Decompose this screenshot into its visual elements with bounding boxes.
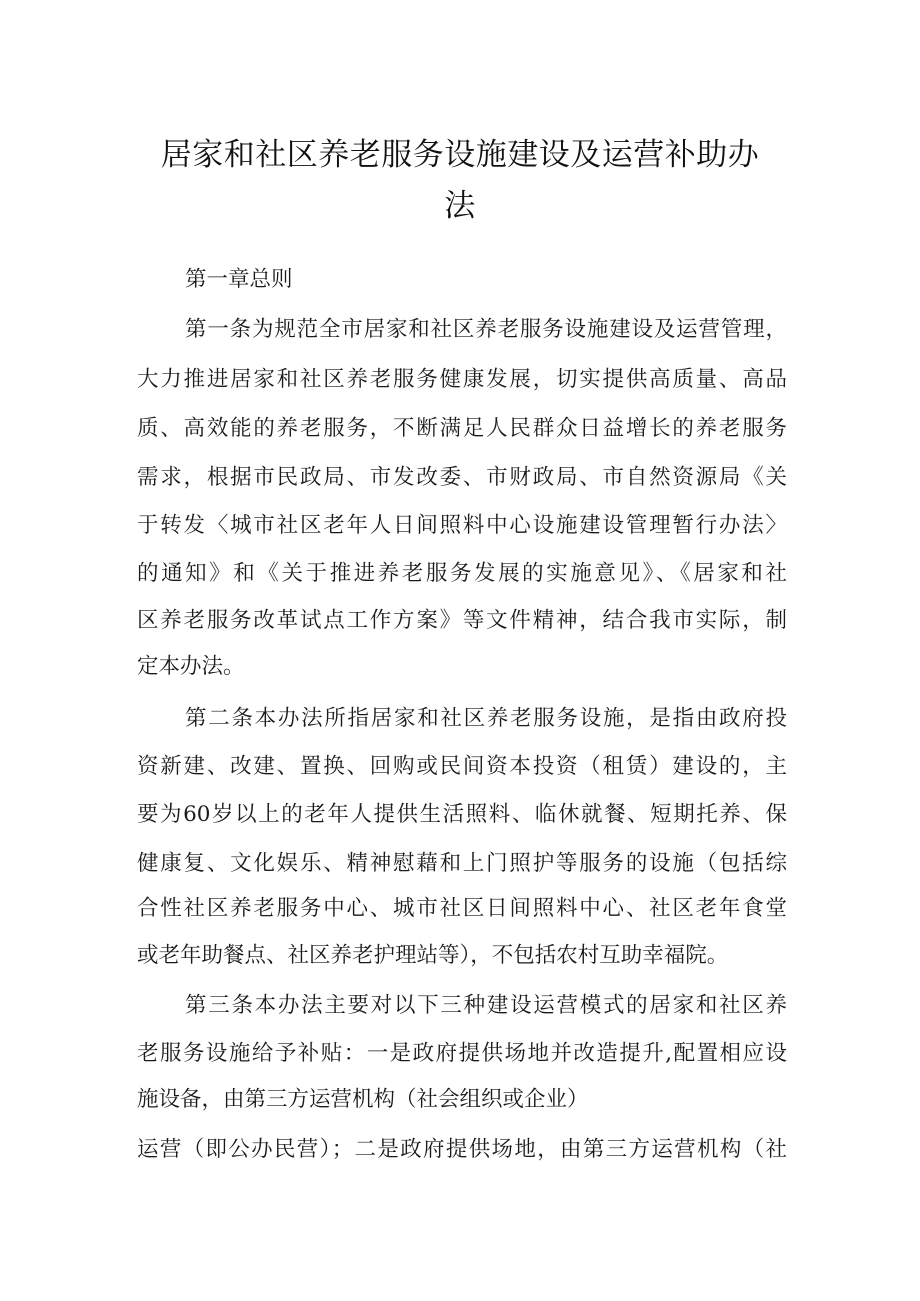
article-1-line-2: 大力推进居家和社区养老服务健康发展，切实提供高质量、高品 [137,367,787,392]
article-1-line-5: 于转发〈城市社区老年人日间照料中心设施建设管理暂行办法〉 [137,513,787,538]
article-2-line-5: 合性社区养老服务中心、城市社区日间照料中心、社区老年食堂 [137,896,787,921]
chapter-heading: 第一章总则 [185,267,293,292]
article-3-line-2: 老服务设施给予补贴：一是政府提供场地并改造提升,配置相应设 [137,1041,787,1066]
article-2-line-2: 资新建、改建、置换、回购或民间资本投资（租赁）建设的，主 [137,754,787,779]
article-1-line-8: 定本办法。 [137,654,245,679]
article-1-line-7: 区养老服务改革试点工作方案》等文件精神，结合我市实际，制 [137,608,787,633]
article-1-line-6: 的通知》和《关于推进养老服务发展的实施意见》、《居家和社 [137,561,787,586]
article-2-line-4: 健康复、文化娱乐、精神慰藉和上门照护等服务的设施（包括综 [137,851,787,876]
article-2-line-6: 或老年助餐点、社区养老护理站等），不包括农村互助幸福院。 [137,943,729,968]
article-1-line-3: 质、高效能的养老服务，不断满足人民群众日益增长的养老服务 [137,416,787,441]
article-2-line-3: 要为60岁以上的老年人提供生活照料、临休就餐、短期托养、保 [137,802,787,827]
article-1-line-1: 第一条为规范全市居家和社区养老服务设施建设及运营管理， [185,317,787,342]
article-3-line-4: 运营（即公办民营）；二是政府提供场地，由第三方运营机构（社 [137,1137,787,1162]
document-title-line-1: 居家和社区养老服务设施建设及运营补助办 [160,137,760,173]
article-3-line-1: 第三条本办法主要对以下三种建设运营模式的居家和社区养 [185,993,787,1018]
article-1-line-4: 需求，根据市民政局、市发改委、市财政局、市自然资源局《关 [137,465,787,490]
document-title-line-2: 法 [444,188,476,224]
article-2-line-1: 第二条本办法所指居家和社区养老服务设施，是指由政府投 [185,706,787,731]
article-3-line-3: 施设备，由第三方运营机构（社会组织或企业） [137,1087,589,1112]
